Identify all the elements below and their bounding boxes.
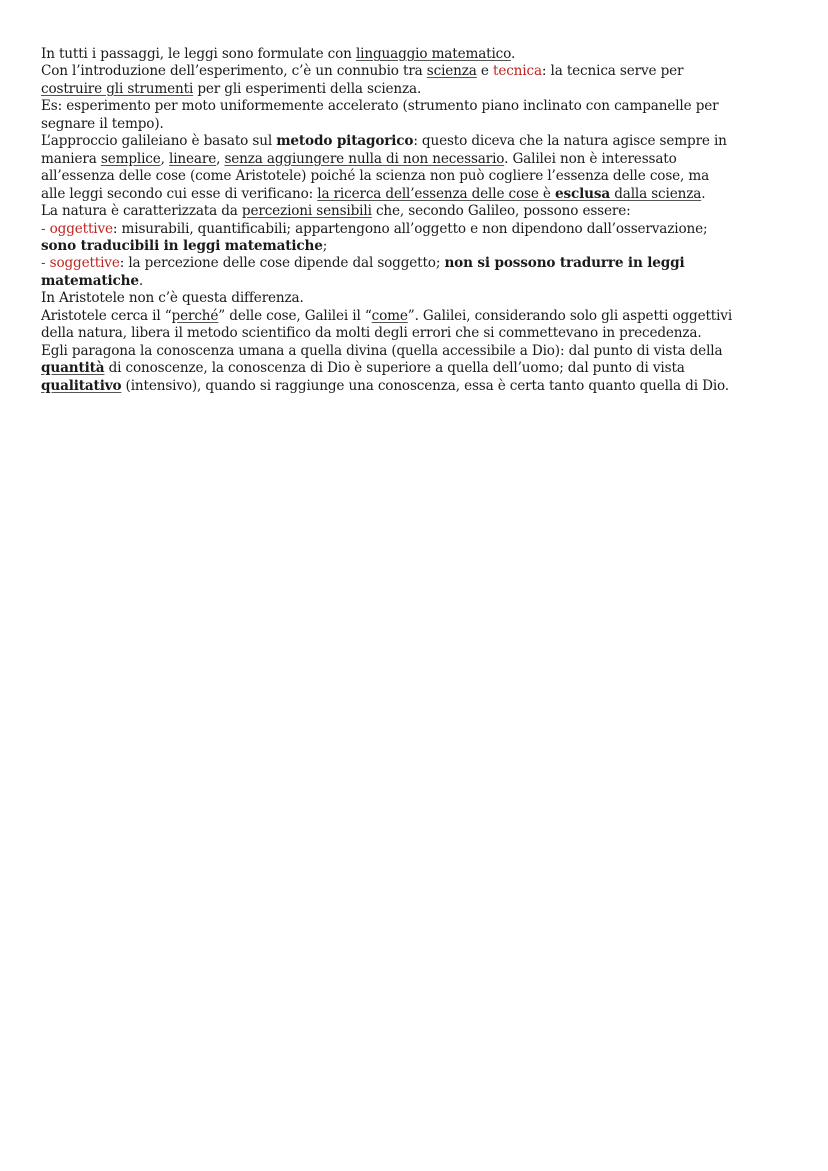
text-line <box>41 116 786 133</box>
text-segment: di conoscenze, la conoscenza di Dio è superiore a quella dell’uomo; dal punto di vista <box>104 360 685 377</box>
text-segment: ”. Galilei, considerando solo gli aspetti oggettivi <box>407 307 733 324</box>
text-segment: La natura è caratterizzata da <box>41 203 242 220</box>
underlined-text: costruire gli strumenti <box>41 80 194 97</box>
text-segment: all’essenza delle cose (come Aristotele) poiché la scienza non può cogliere l’essenza delle cose, ma <box>41 168 710 185</box>
underlined-text: la ricerca dell’essenza delle cose è <box>317 185 555 202</box>
text-segment: . <box>701 185 706 202</box>
text-line <box>41 308 786 325</box>
text-segment: alle leggi secondo cui esse di verificano: <box>41 185 318 202</box>
text-segment: , <box>216 150 225 167</box>
text-line <box>41 168 786 185</box>
text-segment: ; <box>322 237 328 254</box>
text-segment: . Galilei non è interessato <box>504 150 677 167</box>
highlighted-term: tecnica <box>493 63 542 80</box>
text-line <box>41 255 786 272</box>
text-segment: : la tecnica serve per <box>541 63 684 80</box>
text-line <box>41 221 786 238</box>
text-line <box>41 290 786 307</box>
text-line <box>41 63 786 80</box>
text-segment: L’approccio galileiano è basato sul <box>41 133 277 150</box>
text-segment: Aristotele cerca il “ <box>41 307 172 324</box>
underlined-text: percezioni sensibili <box>241 203 372 220</box>
underlined-text: perché <box>171 307 219 324</box>
text-line <box>41 203 786 220</box>
text-segment: e <box>476 63 494 80</box>
text-segment: . <box>510 46 516 62</box>
text-line <box>41 238 786 255</box>
text-line <box>41 186 786 203</box>
highlighted-term: - soggettive <box>41 255 120 272</box>
text-line <box>41 133 786 150</box>
text-segment: ” delle cose, Galilei il “ <box>218 307 372 324</box>
bold-text: sono traducibili in leggi matematiche <box>41 237 323 254</box>
text-segment: che, secondo Galileo, possono essere: <box>371 203 631 220</box>
bold-text: esclusa <box>554 185 611 202</box>
text-line <box>41 151 786 168</box>
document-body <box>41 46 786 395</box>
text-line <box>41 273 786 290</box>
underlined-text: senza aggiungere nulla di non necessario <box>224 150 505 167</box>
underlined-text: linguaggio matematico <box>355 46 511 62</box>
text-segment: : questo diceva che la natura agisce sempre in <box>413 133 727 150</box>
text-line <box>41 98 786 115</box>
underlined-text: semplice <box>100 150 161 167</box>
text-segment: (intensivo), quando si raggiunge una conoscenza, essa è certa tanto quanto quella di Dio. <box>121 377 729 394</box>
bold-text: qualitativo <box>41 377 122 394</box>
text-line <box>41 360 786 377</box>
text-line <box>41 378 786 395</box>
text-line <box>41 46 786 63</box>
text-segment: Egli paragona la conoscenza umana a quella divina (quella accessibile a Dio): dal punto di vista della <box>41 342 723 359</box>
underlined-text: come <box>371 307 408 324</box>
text-segment: Con l’introduzione dell’esperimento, c’è un connubio tra <box>41 63 427 80</box>
bold-text: quantità <box>41 360 105 377</box>
text-segment: maniera <box>41 150 101 167</box>
text-segment: della natura, libera il metodo scientifico da molti degli errori che si commettevano in precedenza. <box>41 325 702 342</box>
text-segment: In tutti i passaggi, le leggi sono formulate con <box>41 46 356 62</box>
text-segment: . <box>138 272 144 289</box>
underlined-text: lineare <box>169 150 217 167</box>
text-segment: , <box>160 150 169 167</box>
text-segment: In Aristotele non c’è questa differenza. <box>41 290 304 307</box>
text-line <box>41 343 786 360</box>
text-segment: : misurabili, quantificabili; appartengono all’oggetto e non dipendono dall’osservazione; <box>112 220 708 237</box>
underlined-text: dalla scienza <box>610 185 702 202</box>
bold-text: non si possono tradurre in leggi <box>444 255 685 272</box>
underlined-text: scienza <box>426 63 477 80</box>
highlighted-term: - oggettive <box>41 220 113 237</box>
text-segment: Es: esperimento per moto uniformemente accelerato (strumento piano inclinato con campanelle per <box>41 98 719 115</box>
bold-text: matematiche <box>41 272 139 289</box>
text-line <box>41 325 786 342</box>
text-segment: segnare il tempo). <box>41 115 164 132</box>
text-line <box>41 81 786 98</box>
bold-text: metodo pitagorico <box>276 133 414 150</box>
text-segment: : la percezione delle cose dipende dal soggetto; <box>119 255 445 272</box>
text-segment: per gli esperimenti della scienza. <box>193 80 422 97</box>
